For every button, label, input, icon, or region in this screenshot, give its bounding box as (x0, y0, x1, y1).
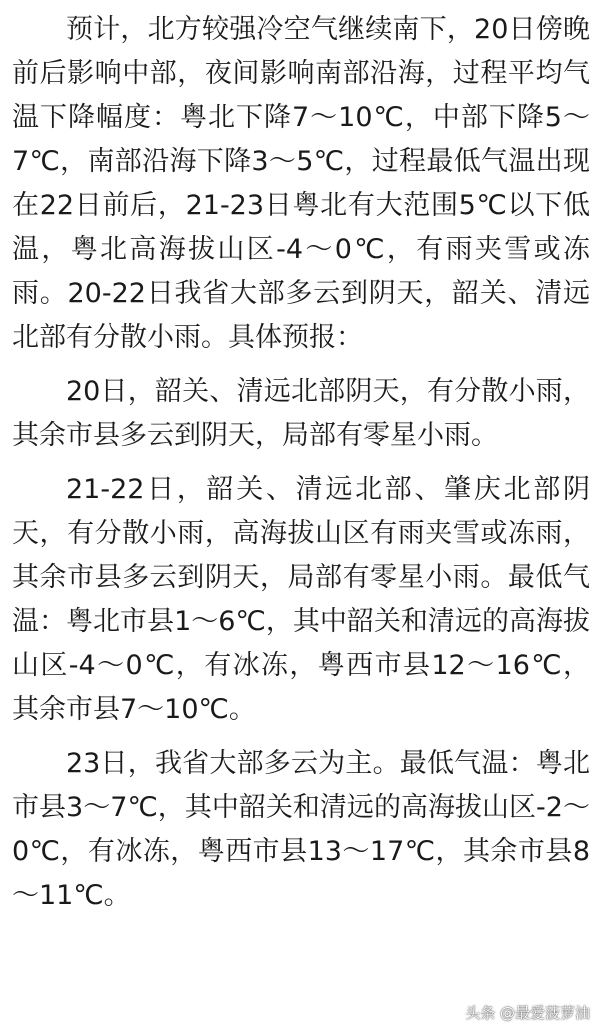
paragraph-forecast-overview: 预计，北方较强冷空气继续南下，20日傍晚前后影响中部，夜间影响南部沿海，过程平均气温下降幅度：粤北下降7～10℃，中部下降5～7℃，南部沿海下降3～5℃，过程最低气温出现在22日前后，21-23日粤北有大范围5℃以下低温，粤北高海拔山区-4～0℃，有雨夹雪或冻雨。20-22日我省大部多云到阴天，韶关、清远北部有分散小雨。具体预报： (12, 14, 590, 353)
paragraph-day-23: 23日，我省大部多云为主。最低气温：粤北市县3～7℃，其中韶关和清远的高海拔山区-2～0℃，有冰冻，粤西市县13～17℃，其余市县8～11℃。 (12, 748, 590, 911)
paragraph-day-21-22: 21-22日，韶关、清远北部、肇庆北部阴天，有分散小雨，高海拔山区有雨夹雪或冻雨，其余市县多云到阴天，局部有零星小雨。最低气温：粤北市县1～6℃，其中韶关和清远的高海拔山区-4～0℃，有冰冻，粤西市县12～16℃，其余市县7～10℃。 (12, 474, 590, 725)
paragraph-day-20: 20日，韶关、清远北部阴天，有分散小雨，其余市县多云到阴天，局部有零星小雨。 (12, 376, 590, 451)
article-body (12, 8, 590, 928)
watermark-label: 头条 @最爱菠萝油 (465, 1004, 590, 1022)
